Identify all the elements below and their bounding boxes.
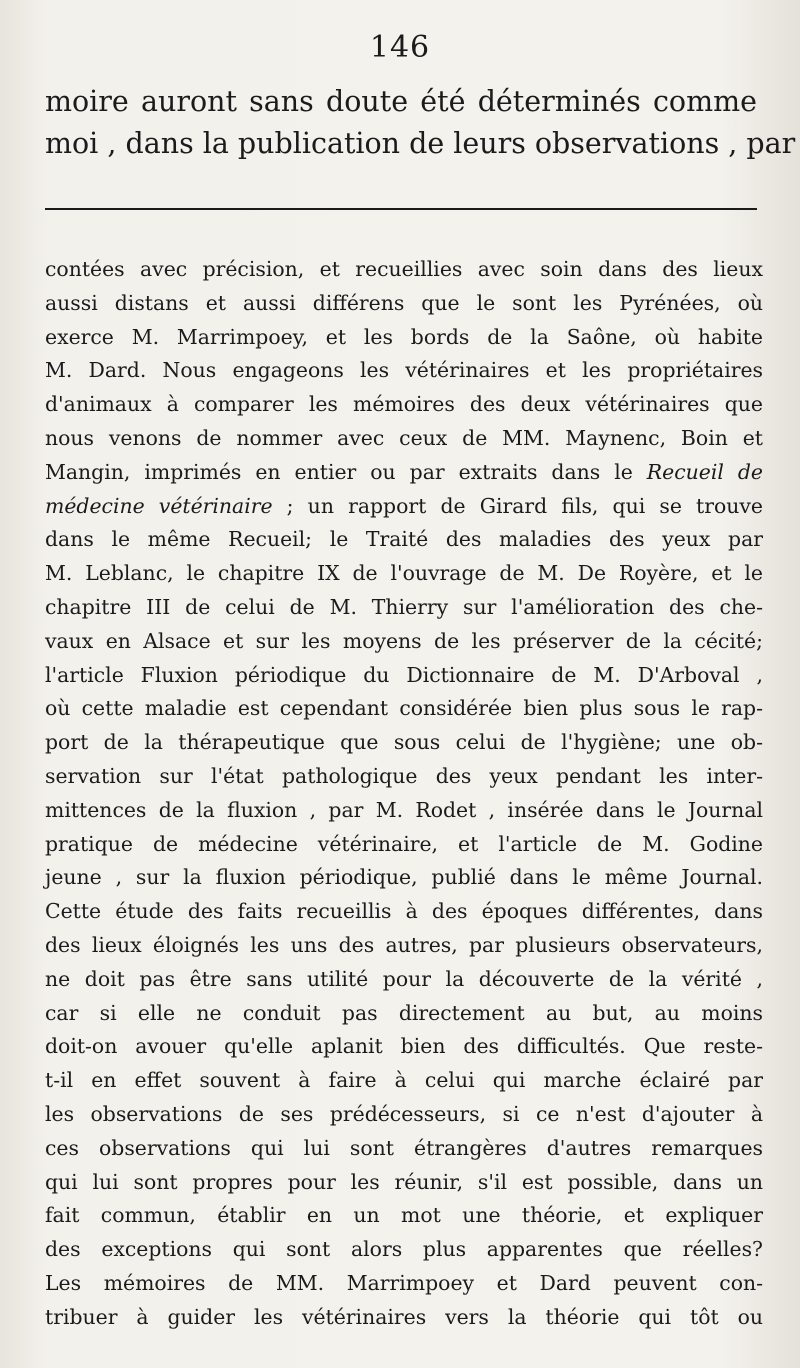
body-line: tribuer à guider les vétérinaires vers la théorie qui tôt ou bbox=[45, 1304, 763, 1329]
body-line: mittences de la fluxion , par M. Rodet , insérée dans le Journal bbox=[45, 797, 763, 822]
italic-title: médecine vétérinaire bbox=[45, 493, 273, 518]
body-line: M. Leblanc, le chapitre IX de l'ouvrage de M. De Royère, et le bbox=[45, 561, 763, 586]
body-line: Les mémoires de MM. Marrimpoey et Dard peuvent con- bbox=[45, 1270, 763, 1295]
body-line: contées avec précision, et recueillies avec soin dans des lieux bbox=[45, 257, 763, 281]
top-text-line-2: moi , dans la publication de leurs observations , par bbox=[45, 127, 796, 160]
body-line: car si elle ne conduit pas directement au but, au moins bbox=[45, 1000, 763, 1025]
body-line: vaux en Alsace et sur les moyens de les préserver de la cécité; bbox=[45, 628, 763, 653]
body-line: doit-on avouer qu'elle aplanit bien des difficultés. Que reste- bbox=[45, 1034, 763, 1059]
body-line: nous venons de nommer avec ceux de MM. Maynenc, Boin et bbox=[45, 425, 763, 450]
body-line: servation sur l'état pathologique des yeux pendant les inter- bbox=[45, 763, 763, 788]
body-line: M. Dard. Nous engageons les vétérinaires et les propriétaires bbox=[45, 358, 763, 383]
body-line: chapitre III de celui de M. Thierry sur l'amélioration des che- bbox=[45, 594, 763, 619]
body-line: Cette étude des faits recueillis à des époques différentes, dans bbox=[45, 899, 763, 924]
body-line: médecine vétérinaire ; un rapport de Girard fils, qui se trouve bbox=[45, 493, 763, 518]
body-line: Mangin, imprimés en entier ou par extraits dans le Recueil de bbox=[45, 459, 763, 484]
body-line: d'animaux à comparer les mémoires des deux vétérinaires que bbox=[45, 392, 763, 417]
body-line: pratique de médecine vétérinaire, et l'article de M. Godine bbox=[45, 831, 763, 856]
body-line: exerce M. Marrimpoey, et les bords de la Saône, où habite bbox=[45, 324, 763, 349]
body-text bbox=[45, 253, 763, 1335]
body-line: fait commun, établir en un mot une théorie, et expliquer bbox=[45, 1203, 763, 1228]
body-line: les observations de ses prédécesseurs, si ce n'est d'ajouter à bbox=[45, 1101, 763, 1126]
body-line: ne doit pas être sans utilité pour la découverte de la vérité , bbox=[45, 966, 763, 991]
top-text-line-1: moire auront sans doute été déterminés comme bbox=[45, 85, 757, 118]
body-line: des lieux éloignés les uns des autres, par plusieurs observateurs, bbox=[45, 932, 763, 957]
italic-title: Recueil de bbox=[646, 459, 763, 484]
body-line: où cette maladie est cependant considérée bien plus sous le rap- bbox=[45, 696, 763, 721]
body-line: qui lui sont propres pour les réunir, s'il est possible, dans un bbox=[45, 1169, 763, 1194]
body-line: t-il en effet souvent à faire à celui qui marche éclairé par bbox=[45, 1068, 763, 1093]
body-line: jeune , sur la fluxion périodique, publié dans le même Journal. bbox=[45, 865, 763, 890]
body-line: aussi distans et aussi différens que le sont les Pyrénées, où bbox=[45, 290, 763, 315]
body-line: ces observations qui lui sont étrangères d'autres remarques bbox=[45, 1135, 763, 1160]
body-line: l'article Fluxion périodique du Dictionnaire de M. D'Arboval , bbox=[45, 662, 763, 687]
body-line: des exceptions qui sont alors plus apparentes que réelles? bbox=[45, 1237, 763, 1262]
page-number: 146 bbox=[369, 30, 431, 65]
section-divider bbox=[45, 208, 757, 210]
body-line: dans le même Recueil; le Traité des maladies des yeux par bbox=[45, 527, 763, 552]
body-line: port de la thérapeutique que sous celui de l'hygiène; une ob- bbox=[45, 730, 763, 755]
